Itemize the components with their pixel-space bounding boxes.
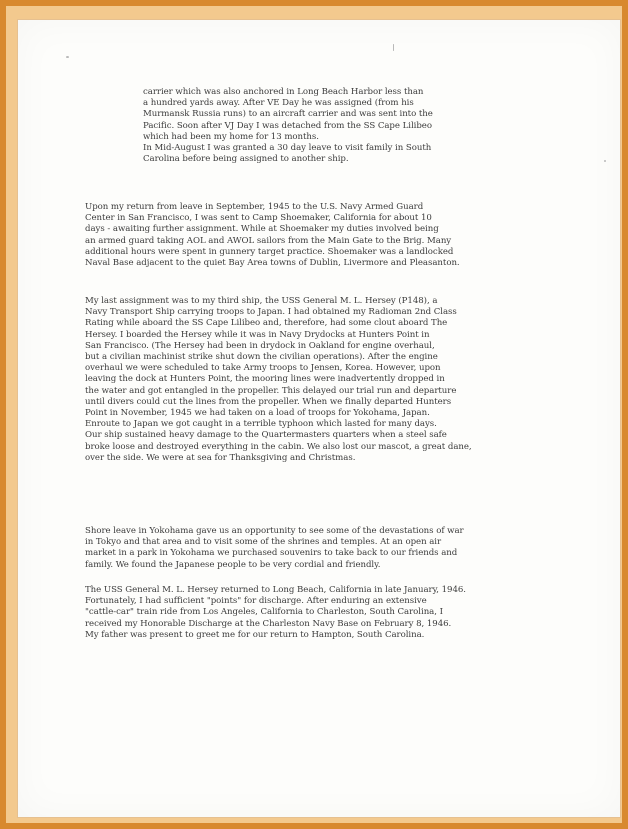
text-line: My last assignment was to my third ship, the USS General M. L. Hersey (P148), a (85, 296, 438, 306)
paragraph-2 (85, 202, 460, 269)
text-line: an armed guard taking AOL and AWOL sailors from the Main Gate to the Brig. Many (85, 235, 452, 246)
paragraph-3 (85, 296, 472, 464)
paragraph-4 (85, 526, 464, 571)
text-line: In Mid-August I was granted a 30 day leave to visit family in South (143, 143, 432, 154)
text-line: Hersey. I boarded the Hersey while it was in Navy Drydocks at Hunters Point in (85, 329, 430, 340)
text-line: Pacific. Soon after VJ Day I was detached from the SS Cape Lilibeo (143, 120, 432, 131)
text-line: received my Honorable Discharge at the Charleston Navy Base on February 8, 1946. (85, 618, 452, 629)
text-line: until divers could cut the lines from the propeller. When we finally departed Hunters (85, 396, 452, 407)
text-line: a hundred yards away. After VE Day he was assigned (from his (143, 98, 414, 109)
text-line: My father was present to greet me for our return to Hampton, South Carolina. (85, 629, 425, 640)
text-line: over the side. We were at sea for Thanksgiving and Christmas. (85, 452, 356, 463)
paper-speck (393, 44, 394, 51)
text-line: days - awaiting further assignment. While at Shoemaker my duties involved being (85, 224, 439, 235)
text-line: Center in San Francisco, I was sent to Camp Shoemaker, California for about 10 (85, 213, 432, 224)
text-line: but a civilian machinist strike shut down the civilian operations). After the engine (85, 352, 438, 363)
text-line: Point in November, 1945 we had taken on a load of troops for Yokohama, Japan. (85, 408, 430, 419)
text-line: Murmansk Russia runs) to an aircraft carrier and was sent into the (143, 109, 433, 120)
paragraph-5 (85, 585, 466, 641)
text-line: additional hours were spent in gunnery target practice. Shoemaker was a landlocked (85, 246, 454, 257)
text-line: Naval Base adjacent to the quiet Bay Area towns of Dublin, Livermore and Pleasanton. (85, 258, 460, 269)
text-line: Shore leave in Yokohama gave us an opportunity to see some of the devastations of war (85, 526, 464, 536)
paper-speck (66, 56, 69, 58)
text-line: in Tokyo and that area and to visit some of the shrines and temples. At an open air (85, 537, 442, 548)
text-line: Enroute to Japan we got caught in a terrible typhoon which lasted for many days. (85, 419, 437, 430)
text-line: overhaul we were scheduled to take Army troops to Jensen, Korea. However, upon (85, 363, 441, 374)
paragraph-1 (143, 87, 433, 165)
text-line: which had been my home for 13 months. (143, 131, 319, 142)
text-line: the water and got entangled in the propeller. This delayed our trial run and departure (85, 385, 457, 396)
text-line: leaving the dock at Hunters Point, the mooring lines were inadvertently dropped in (85, 374, 445, 385)
document-page (18, 20, 620, 817)
text-line: Carolina before being assigned to another ship. (143, 154, 349, 165)
text-line: Our ship sustained heavy damage to the Quartermasters quarters when a steel safe (85, 430, 447, 441)
paper-speck (604, 160, 606, 162)
text-line: San Francisco. (The Hersey had been in drydock in Oakland for engine overhaul, (85, 340, 435, 351)
text-line: carrier which was also anchored in Long Beach Harbor less than (143, 87, 424, 97)
text-line: Navy Transport Ship carrying troops to Japan. I had obtained my Radioman 2nd Class (85, 307, 457, 318)
text-line: family. We found the Japanese people to be very cordial and friendly. (85, 559, 381, 570)
text-line: broke loose and destroyed everything in the cabin. We also lost our mascot, a great dane, (85, 441, 472, 452)
text-line: Upon my return from leave in September, 1945 to the U.S. Navy Armed Guard (85, 202, 424, 212)
text-line: "cattle-car" train ride from Los Angeles, California to Charleston, South Carolina, I (85, 607, 443, 618)
text-line: Rating while aboard the SS Cape Lilibeo and, therefore, had some clout aboard The (85, 318, 448, 329)
text-line: The USS General M. L. Hersey returned to Long Beach, California in late January, 1946. (85, 585, 466, 595)
text-line: Fortunately, I had sufficient "points" for discharge. After enduring an extensive (85, 596, 427, 607)
text-line: market in a park in Yokohama we purchased souvenirs to take back to our friends and (85, 548, 458, 559)
